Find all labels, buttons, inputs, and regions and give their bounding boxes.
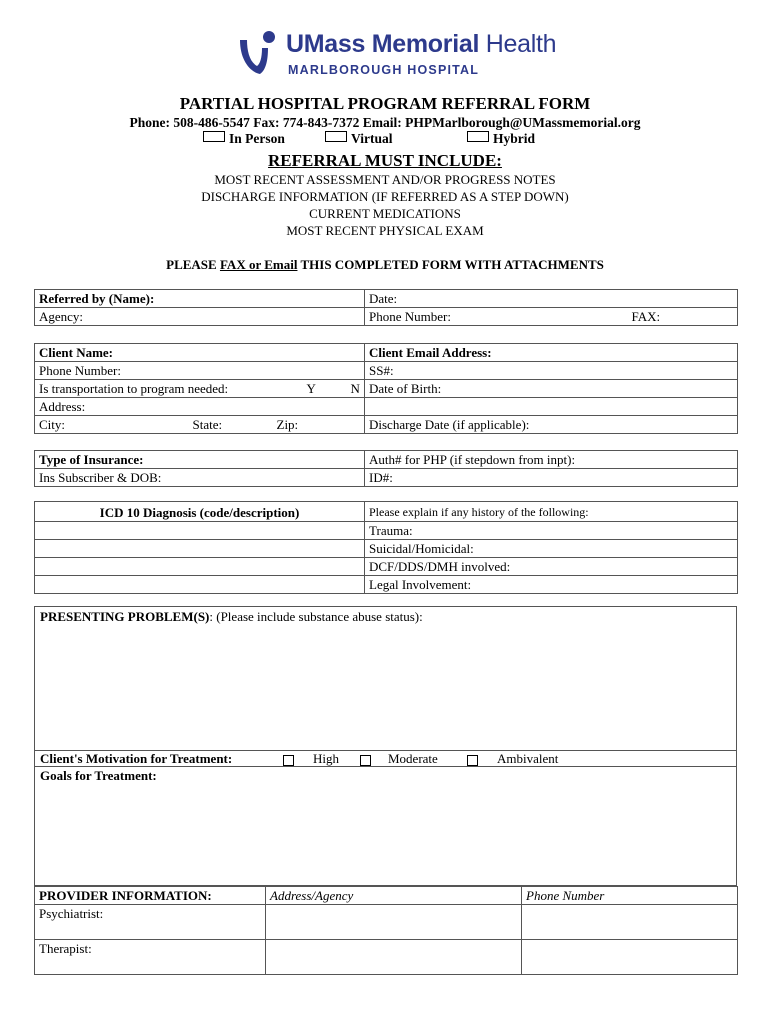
dcf-field[interactable]: DCF/DDS/DMH involved:: [365, 558, 738, 576]
motivation-high[interactable]: High: [313, 751, 339, 766]
therapist-field[interactable]: Therapist:: [35, 940, 266, 975]
legal-field[interactable]: Legal Involvement:: [365, 576, 738, 594]
checkbox-icon[interactable]: [203, 131, 225, 142]
umass-logo: [236, 30, 581, 80]
client-name-field[interactable]: Client Name:: [35, 344, 365, 362]
client-email-field[interactable]: Client Email Address:: [365, 344, 738, 362]
motivation-goals-box[interactable]: [34, 750, 737, 886]
presenting-problem-label: PRESENTING PROBLEM(S): (Please include substance abuse status):: [40, 609, 423, 624]
address-agency-header: Address/Agency: [266, 887, 522, 905]
client-phone-field[interactable]: Phone Number:: [35, 362, 365, 380]
dob-field[interactable]: Date of Birth:: [365, 380, 738, 398]
icd-diagnosis-field[interactable]: ICD 10 Diagnosis (code/description): [35, 502, 365, 522]
icd-row[interactable]: [35, 576, 365, 594]
requirement-item: MOST RECENT ASSESSMENT AND/OR PROGRESS NOTES: [214, 172, 556, 187]
checkbox-icon[interactable]: [360, 755, 371, 766]
state-label: State:: [192, 417, 223, 432]
ssn-field[interactable]: SS#:: [365, 362, 738, 380]
mode-in-person[interactable]: In Person: [203, 131, 285, 147]
address-field[interactable]: Address:: [35, 398, 365, 416]
mode-hybrid[interactable]: Hybrid: [467, 131, 535, 147]
icd-row[interactable]: [35, 558, 365, 576]
requirement-item: CURRENT MEDICATIONS: [309, 206, 461, 221]
diagnosis-table: [34, 501, 738, 594]
presenting-problem-box[interactable]: [34, 606, 737, 751]
transport-no[interactable]: N: [350, 381, 360, 396]
date-field[interactable]: Date:: [365, 290, 738, 308]
insurance-table: [34, 450, 738, 487]
requirement-item: MOST RECENT PHYSICAL EXAM: [286, 223, 484, 238]
auth-field[interactable]: Auth# for PHP (if stepdown from inpt):: [365, 451, 738, 469]
agency-field[interactable]: Agency:: [35, 308, 365, 326]
psychiatrist-phone-field[interactable]: [522, 905, 738, 940]
icd-row[interactable]: [35, 540, 365, 558]
trauma-field[interactable]: Trauma:: [365, 522, 738, 540]
motivation-row: Client's Motivation for Treatment: High Moderate Ambivalent: [40, 751, 559, 766]
fax-label: FAX:: [631, 309, 661, 324]
logo-hospital-name: MARLBOROUGH HOSPITAL: [288, 63, 480, 77]
psychiatrist-field[interactable]: Psychiatrist:: [35, 905, 266, 940]
transport-yes[interactable]: Y: [306, 381, 316, 396]
referred-by-field[interactable]: Referred by (Name):: [35, 290, 365, 308]
contact-line: Phone: 508-486-5547 Fax: 774-843-7372 Email: PHPMarlborough@UMassmemorial.org: [129, 115, 641, 130]
therapist-phone-field[interactable]: [522, 940, 738, 975]
transport-field[interactable]: Is transportation to program needed: Y N: [35, 380, 365, 398]
icd-row[interactable]: [35, 522, 365, 540]
umass-figure-icon: [236, 30, 280, 76]
psychiatrist-address-field[interactable]: [266, 905, 522, 940]
must-include-heading: REFERRAL MUST INCLUDE:: [268, 151, 502, 170]
therapist-address-field[interactable]: [266, 940, 522, 975]
insurance-type-field[interactable]: Type of Insurance:: [35, 451, 365, 469]
zip-label: Zip:: [276, 417, 299, 432]
provider-table: [34, 886, 738, 975]
goals-label: Goals for Treatment:: [40, 768, 157, 783]
referral-table: [34, 289, 738, 326]
checkbox-icon[interactable]: [325, 131, 347, 142]
divider: [35, 766, 736, 767]
checkbox-icon[interactable]: [467, 755, 478, 766]
motivation-ambivalent[interactable]: Ambivalent: [497, 751, 559, 766]
requirement-item: DISCHARGE INFORMATION (IF REFERRED AS A STEP DOWN): [201, 189, 569, 204]
id-field[interactable]: ID#:: [365, 469, 738, 487]
discharge-date-field[interactable]: Discharge Date (if applicable):: [365, 416, 738, 434]
logo-wordmark: UMass Memorial Health: [286, 30, 557, 58]
city-state-zip-field[interactable]: City: State: Zip:: [35, 416, 365, 434]
provider-phone-header: Phone Number: [522, 887, 738, 905]
mode-virtual[interactable]: Virtual: [325, 131, 393, 147]
history-explain-label: Please explain if any history of the following:: [365, 502, 738, 522]
suicidal-field[interactable]: Suicidal/Homicidal:: [365, 540, 738, 558]
blank-cell: [365, 398, 738, 416]
submit-instructions: PLEASE FAX or Email THIS COMPLETED FORM WITH ATTACHMENTS: [166, 257, 604, 272]
provider-info-label: PROVIDER INFORMATION:: [35, 887, 266, 905]
form-title: PARTIAL HOSPITAL PROGRAM REFERRAL FORM: [179, 94, 591, 113]
motivation-moderate[interactable]: Moderate: [388, 751, 438, 766]
checkbox-icon[interactable]: [283, 755, 294, 766]
subscriber-field[interactable]: Ins Subscriber & DOB:: [35, 469, 365, 487]
client-table: [34, 343, 738, 434]
referrer-phone-field[interactable]: Phone Number: FAX:: [365, 308, 738, 326]
checkbox-icon[interactable]: [467, 131, 489, 142]
